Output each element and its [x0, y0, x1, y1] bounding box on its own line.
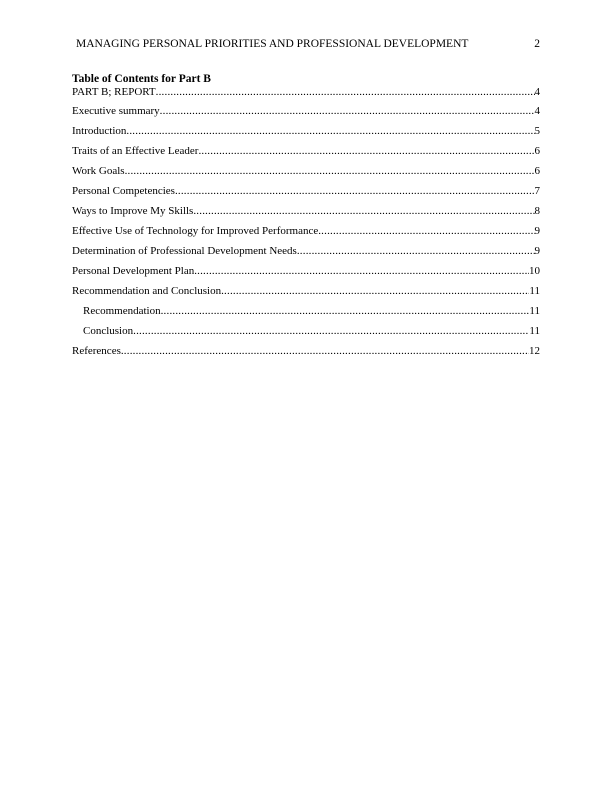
toc-entry-part-b-report[interactable] [72, 86, 540, 99]
toc-entry-label: Traits of an Effective Leader [72, 145, 199, 157]
dot-leader [221, 285, 529, 298]
toc-entry-page: 6 [534, 145, 540, 157]
toc-entry-recommendation[interactable] [72, 305, 540, 318]
toc-entry-label: Introduction [72, 125, 127, 137]
toc-entry-label: Effective Use of Technology for Improved Performance [72, 225, 319, 237]
toc-entry-page: 4 [534, 105, 540, 117]
page-number: 2 [534, 38, 540, 50]
toc-entry-page: 11 [529, 325, 540, 337]
toc-entry-references[interactable] [72, 345, 540, 358]
dot-leader [194, 265, 529, 278]
toc-entry-recommendation-and-conclusion[interactable] [72, 285, 540, 298]
toc-entry-personal-competencies[interactable] [72, 185, 540, 198]
toc-entry-page: 11 [529, 285, 540, 297]
dot-leader [161, 305, 530, 318]
toc-entry-introduction[interactable] [72, 125, 540, 138]
toc-entry-page: 4 [534, 86, 540, 98]
toc-entry-label: Determination of Professional Development Needs [72, 245, 297, 257]
dot-leader [125, 165, 535, 178]
toc-entry-label: Personal Competencies [72, 185, 175, 197]
toc-entry-label: Ways to Improve My Skills [72, 205, 194, 217]
dot-leader [156, 86, 535, 99]
toc-entry-page: 5 [534, 125, 540, 137]
toc-entry-page: 9 [534, 225, 540, 237]
toc-entry-traits-of-effective-leader[interactable] [72, 145, 540, 158]
toc-entry-page: 7 [534, 185, 540, 197]
dot-leader [121, 345, 529, 358]
toc-entry-label: References [72, 345, 121, 357]
toc-entry-page: 8 [534, 205, 540, 217]
dot-leader [193, 205, 534, 218]
toc-entry-page: 6 [534, 165, 540, 177]
dot-leader [160, 105, 535, 118]
running-head-title: MANAGING PERSONAL PRIORITIES AND PROFESSIONAL DEVELOPMENT [76, 38, 469, 50]
toc-entry-conclusion[interactable] [72, 325, 540, 338]
dot-leader [198, 145, 534, 158]
toc-entry-label: Recommendation [83, 305, 161, 317]
toc-entry-label: Executive summary [72, 105, 160, 117]
toc-entry-professional-development-needs[interactable] [72, 245, 540, 258]
dot-leader [318, 225, 534, 238]
toc-entry-label: Recommendation and Conclusion [72, 285, 222, 297]
toc-entry-label: PART B; REPORT [72, 86, 156, 98]
toc-entry-page: 11 [529, 305, 540, 317]
toc-entry-work-goals[interactable] [72, 165, 540, 178]
toc-entry-executive-summary[interactable] [72, 105, 540, 118]
toc-list [72, 86, 540, 358]
toc-entry-label: Conclusion [83, 325, 134, 337]
toc-heading: Table of Contents for Part B [72, 73, 211, 85]
toc-entry-effective-use-of-technology[interactable] [72, 225, 540, 238]
toc-entry-label: Work Goals [72, 165, 125, 177]
toc-entry-ways-to-improve-skills[interactable] [72, 205, 540, 218]
running-head [72, 37, 540, 51]
table-of-contents [72, 72, 540, 365]
toc-entry-page: 9 [534, 245, 540, 257]
dot-leader [175, 185, 535, 198]
dot-leader [126, 125, 534, 138]
toc-entry-page: 12 [529, 345, 540, 357]
toc-entry-label: Personal Development Plan [72, 265, 195, 277]
dot-leader [297, 245, 535, 258]
toc-entry-personal-development-plan[interactable] [72, 265, 540, 278]
toc-entry-page: 10 [529, 265, 540, 277]
dot-leader [133, 325, 529, 338]
